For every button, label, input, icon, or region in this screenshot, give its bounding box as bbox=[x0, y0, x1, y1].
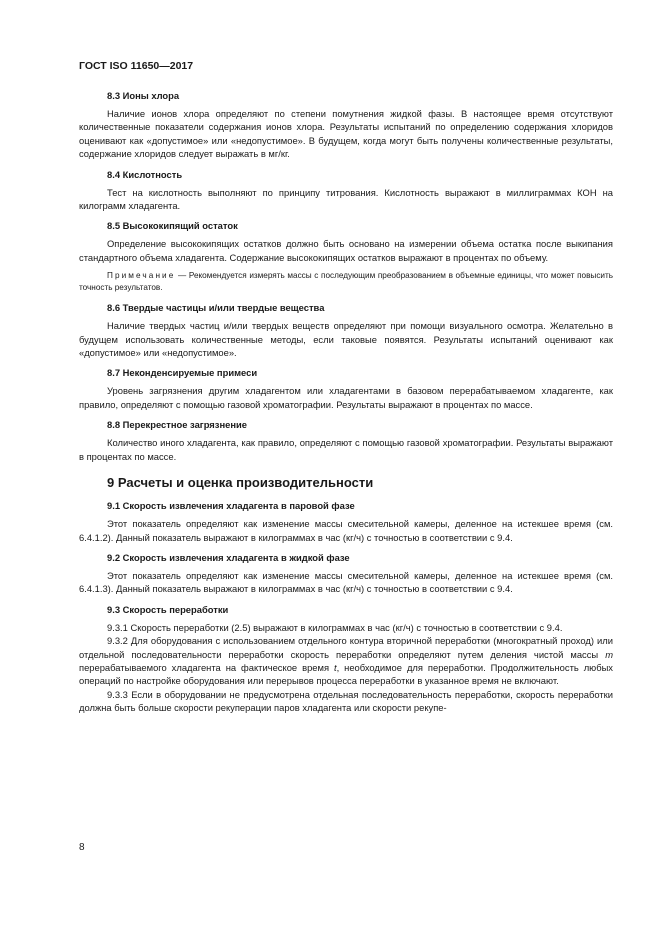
note-text: — Рекомендуется измерять массы с последующим преобразованием в объемные единицы, что может повысить точность результатов. bbox=[79, 271, 613, 293]
section-8-5-paragraph: Определение высококипящих остатков должно быть основано на измерении объема остатка после выкипания стандартного объема хладагента. Содержание высококипящих остатков выражают в процентах по объему. bbox=[79, 238, 613, 263]
section-8-7-title: 8.7 Неконденсируемые примеси bbox=[107, 367, 258, 379]
document-body bbox=[79, 90, 613, 715]
section-8-5-title: 8.5 Высококипящий остаток bbox=[107, 220, 238, 232]
section-9-title: 9 Расчеты и оценка производительности bbox=[107, 475, 374, 491]
section-8-5-note bbox=[79, 270, 613, 294]
page-number: 8 bbox=[79, 842, 85, 853]
section-9-3-2-paragraph: 9.3.2 Для оборудования с использованием отдельного контура вторичной переработки (многократный проход) или отдельной последовательности переработки скорость переработки определяют путем деления чистой массы m перерабатываемого хладагента на фактическое время t, необходимое для переработки. Продолжительность любых операций по настройке оборудования или перерывов процесса переработки в указанное время не включают. bbox=[79, 635, 613, 687]
section-8-4-paragraph: Тест на кислотность выполняют по принципу титрования. Кислотность выражают в миллиграммах КОН на килограмм хладагента. bbox=[79, 186, 613, 212]
section-9-3-1-paragraph: 9.3.1 Скорость переработки (2.5) выражают в килограммах в час (кг/ч) с точностью в соответствии с 9.4. bbox=[107, 621, 563, 633]
section-9-3-3-paragraph: 9.3.3 Если в оборудовании не предусмотрена отдельная последовательность переработки, скорость переработки должна быть больше скорости рекуперации паров хладагента или скорости рекупе- bbox=[79, 688, 613, 714]
section-9-1-paragraph: Этот показатель определяют как изменение массы смесительной камеры, деленное на истекшее время (см. 6.4.1.2). Данный показатель выражают в килограммах в час (кг/ч) с точностью в соответствии с 9.4. bbox=[79, 518, 613, 543]
section-9-2-title: 9.2 Скорость извлечения хладагента в жидкой фазе bbox=[107, 551, 350, 563]
section-8-7-paragraph: Уровень загрязнения другим хладагентом или хладагентами в базовом перерабатываемом хладагенте, как правило, определяют с помощью газовой хроматографии. Результаты выражают в процентах по массе. bbox=[79, 385, 613, 410]
section-8-4-title: 8.4 Кислотность bbox=[107, 168, 183, 180]
section-9-2-paragraph: Этот показатель определяют как изменение массы смесительной камеры, деленное на истекшее время (см. 6.4.1.3). Данный показатель выражают в килограммах в час (кг/ч) с точностью в соответствии с 9.4. bbox=[79, 569, 613, 595]
section-8-6-title: 8.6 Твердые частицы и/или твердые вещества bbox=[107, 302, 325, 314]
section-9-3-title: 9.3 Скорость переработки bbox=[107, 603, 229, 615]
section-8-3-title: 8.3 Ионы хлора bbox=[107, 90, 180, 101]
section-8-8-paragraph: Количество иного хладагента, как правило, определяют с помощью газовой хроматографии. Результаты выражают в процентах по массе. bbox=[79, 437, 613, 462]
section-8-3-paragraph: Наличие ионов хлора определяют по степени помутнения жидкой фазы. В настоящее время отсутствуют количественные показатели содержания ионов хлора. Результаты испытаний по определению содержания хлоридов оценивают как «допустимое» или «недопустимое». В будущем, когда могут быть получены количественные результаты, содержание хлоридов следует выражать в мг/кг. bbox=[79, 108, 613, 160]
note-label: Примечание bbox=[107, 271, 176, 281]
section-9-1-title: 9.1 Скорость извлечения хладагента в паровой фазе bbox=[107, 500, 355, 512]
section-8-6-paragraph: Наличие твердых частиц и/или твердых веществ определяют при помощи визуального осмотра. Желательно в будущем использовать количественные методы, если таковые появятся. Результаты испытаний оценивают как «допустимое» или «недопустимое». bbox=[79, 320, 613, 359]
document-code-header: ГОСТ ISO 11650—2017 bbox=[79, 60, 194, 72]
section-8-8-title: 8.8 Перекрестное загрязнение bbox=[107, 419, 247, 431]
